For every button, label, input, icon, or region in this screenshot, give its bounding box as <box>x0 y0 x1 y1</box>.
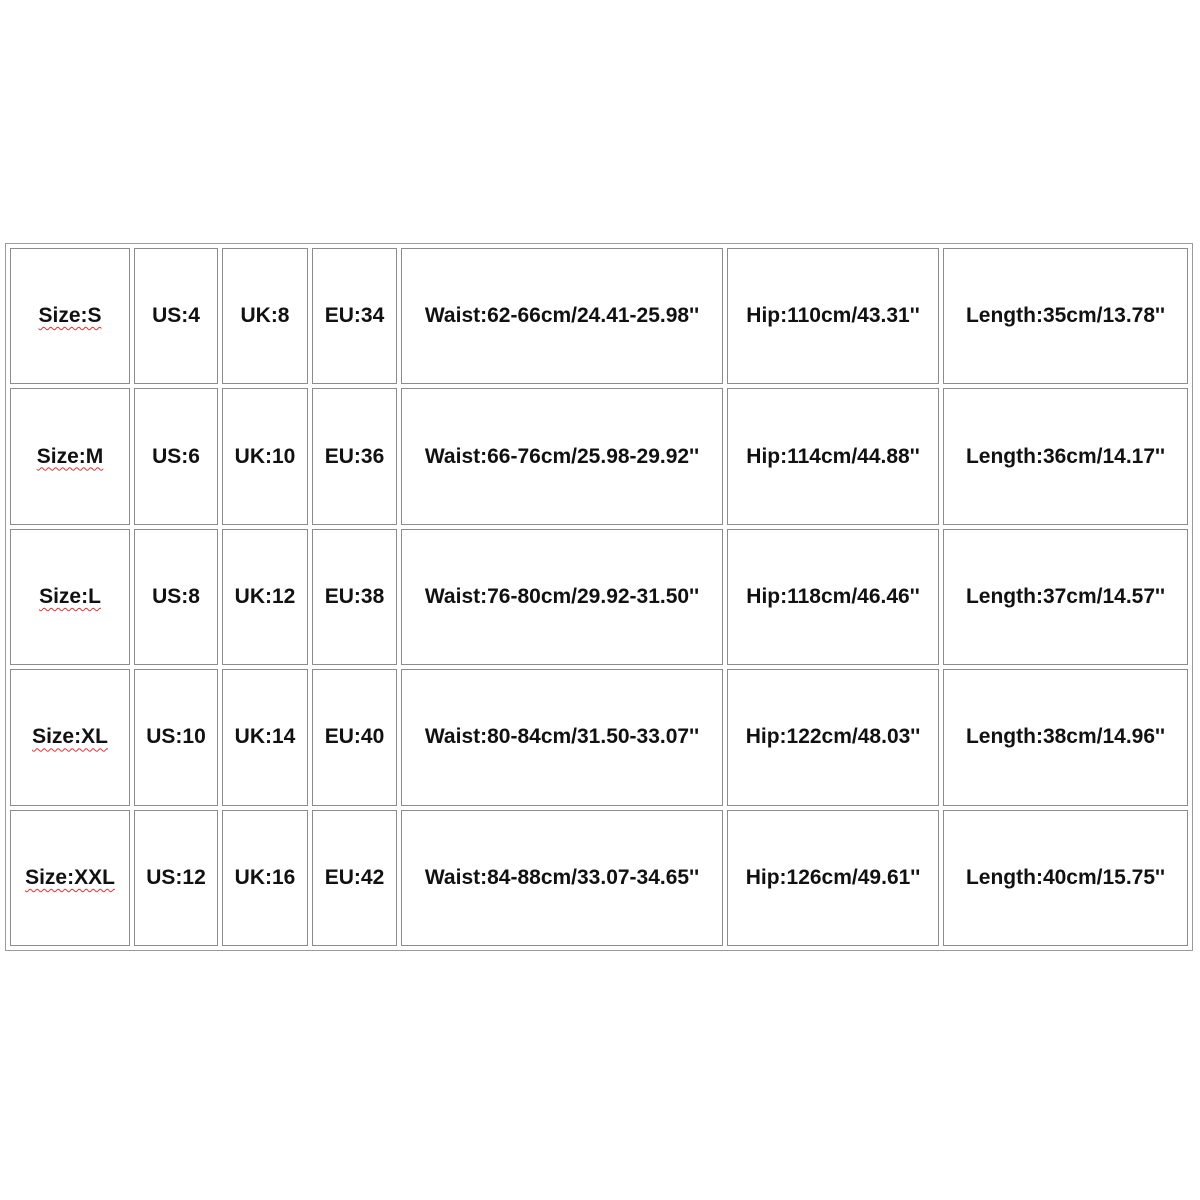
eu-size-cell: EU:38 <box>312 529 397 665</box>
length-cell: Length:35cm/13.78'' <box>943 248 1188 384</box>
hip-cell: Hip:122cm/48.03'' <box>727 669 939 805</box>
size-label: Size:M <box>36 444 104 468</box>
size-row-m <box>10 388 1188 524</box>
us-size-cell: US:10 <box>134 669 218 805</box>
eu-size-cell: EU:34 <box>312 248 397 384</box>
uk-size-cell: UK:12 <box>222 529 308 665</box>
size-cell <box>10 669 130 805</box>
size-cell <box>10 810 130 946</box>
eu-size-cell: EU:42 <box>312 810 397 946</box>
size-row-xxl <box>10 810 1188 946</box>
hip-cell: Hip:118cm/46.46'' <box>727 529 939 665</box>
size-row-l <box>10 529 1188 665</box>
us-size-cell: US:8 <box>134 529 218 665</box>
uk-size-cell: UK:16 <box>222 810 308 946</box>
size-label: Size:S <box>38 304 102 328</box>
us-size-cell: US:6 <box>134 388 218 524</box>
length-cell: Length:40cm/15.75'' <box>943 810 1188 946</box>
hip-cell: Hip:110cm/43.31'' <box>727 248 939 384</box>
size-cell <box>10 388 130 524</box>
us-size-cell: US:12 <box>134 810 218 946</box>
length-cell: Length:36cm/14.17'' <box>943 388 1188 524</box>
size-row-s <box>10 248 1188 384</box>
hip-cell: Hip:126cm/49.61'' <box>727 810 939 946</box>
eu-size-cell: EU:40 <box>312 669 397 805</box>
uk-size-cell: UK:8 <box>222 248 308 384</box>
waist-cell: Waist:62-66cm/24.41-25.98'' <box>401 248 723 384</box>
waist-cell: Waist:66-76cm/25.98-29.92'' <box>401 388 723 524</box>
waist-cell: Waist:84-88cm/33.07-34.65'' <box>401 810 723 946</box>
hip-cell: Hip:114cm/44.88'' <box>727 388 939 524</box>
uk-size-cell: UK:14 <box>222 669 308 805</box>
size-label: Size:XL <box>32 725 108 749</box>
size-chart-table <box>5 243 1193 951</box>
us-size-cell: US:4 <box>134 248 218 384</box>
length-cell: Length:38cm/14.96'' <box>943 669 1188 805</box>
size-cell <box>10 248 130 384</box>
size-row-xl <box>10 669 1188 805</box>
size-label: Size:L <box>39 584 101 608</box>
length-cell: Length:37cm/14.57'' <box>943 529 1188 665</box>
waist-cell: Waist:76-80cm/29.92-31.50'' <box>401 529 723 665</box>
waist-cell: Waist:80-84cm/31.50-33.07'' <box>401 669 723 805</box>
size-cell <box>10 529 130 665</box>
uk-size-cell: UK:10 <box>222 388 308 524</box>
eu-size-cell: EU:36 <box>312 388 397 524</box>
size-label: Size:XXL <box>25 865 115 889</box>
